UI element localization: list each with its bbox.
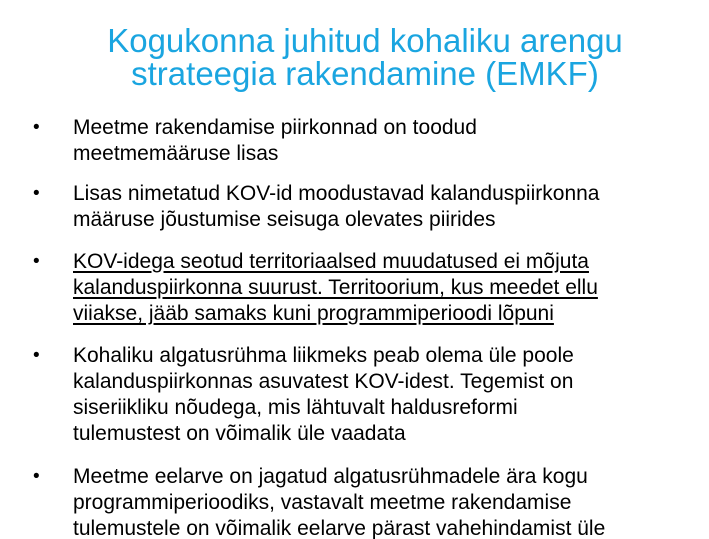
bullet-line: KOV-idega seotud territoriaalsed muudatused ei mõjuta — [73, 250, 589, 273]
bullet-dot: • — [33, 183, 40, 204]
bullet-line: siseriikliku nõudega, mis lähtuvalt haldusreformi — [73, 396, 518, 419]
bullet-text — [73, 115, 693, 167]
bullet-line: viiakse, jääb samaks kuni programmiperioodi lõpuni — [73, 302, 554, 325]
slide-title-line-1: Kogukonna juhitud kohaliku arengu — [107, 22, 623, 59]
bullet-text-underlined — [73, 249, 693, 327]
bullet-line: tulemustele on võimalik eelarve pärast vahehindamist üle — [73, 517, 606, 539]
bullet-line: Meetme eelarve on jagatud algatusrühmadele ära kogu — [73, 465, 588, 488]
bullet-text — [73, 181, 693, 233]
bullet-dot: • — [33, 251, 40, 272]
bullet-line: kalanduspiirkonna suurust. Territoorium, kus meedet ellu — [73, 276, 598, 299]
bullet-dot: • — [33, 117, 40, 138]
bullet-line: programmiperioodiks, vastavalt meetme rakendamise — [73, 491, 572, 514]
bullet-line: Meetme rakendamise piirkonnad on toodud — [73, 116, 477, 139]
slide-title-line-2: strateegia rakendamine (EMKF) — [131, 55, 599, 92]
slide-title — [20, 24, 709, 90]
bullet-line: tulemustest on võimalik üle vaadata — [73, 422, 406, 445]
bullet-line: kalanduspiirkonnas asuvatest KOV-idest. Tegemist on — [73, 370, 574, 393]
bullet-line: Lisas nimetatud KOV-id moodustavad kalanduspiirkonna — [73, 182, 600, 205]
bullet-text — [73, 343, 693, 447]
bullet-dot: • — [33, 466, 40, 487]
bullet-line: määruse jõustumise seisuga olevates piirides — [73, 208, 496, 231]
bullet-text — [73, 464, 693, 539]
bullet-dot: • — [33, 345, 40, 366]
bullet-line: Kohaliku algatusrühma liikmeks peab olema üle poole — [73, 344, 574, 367]
bullet-line: meetmemääruse lisas — [73, 142, 279, 165]
